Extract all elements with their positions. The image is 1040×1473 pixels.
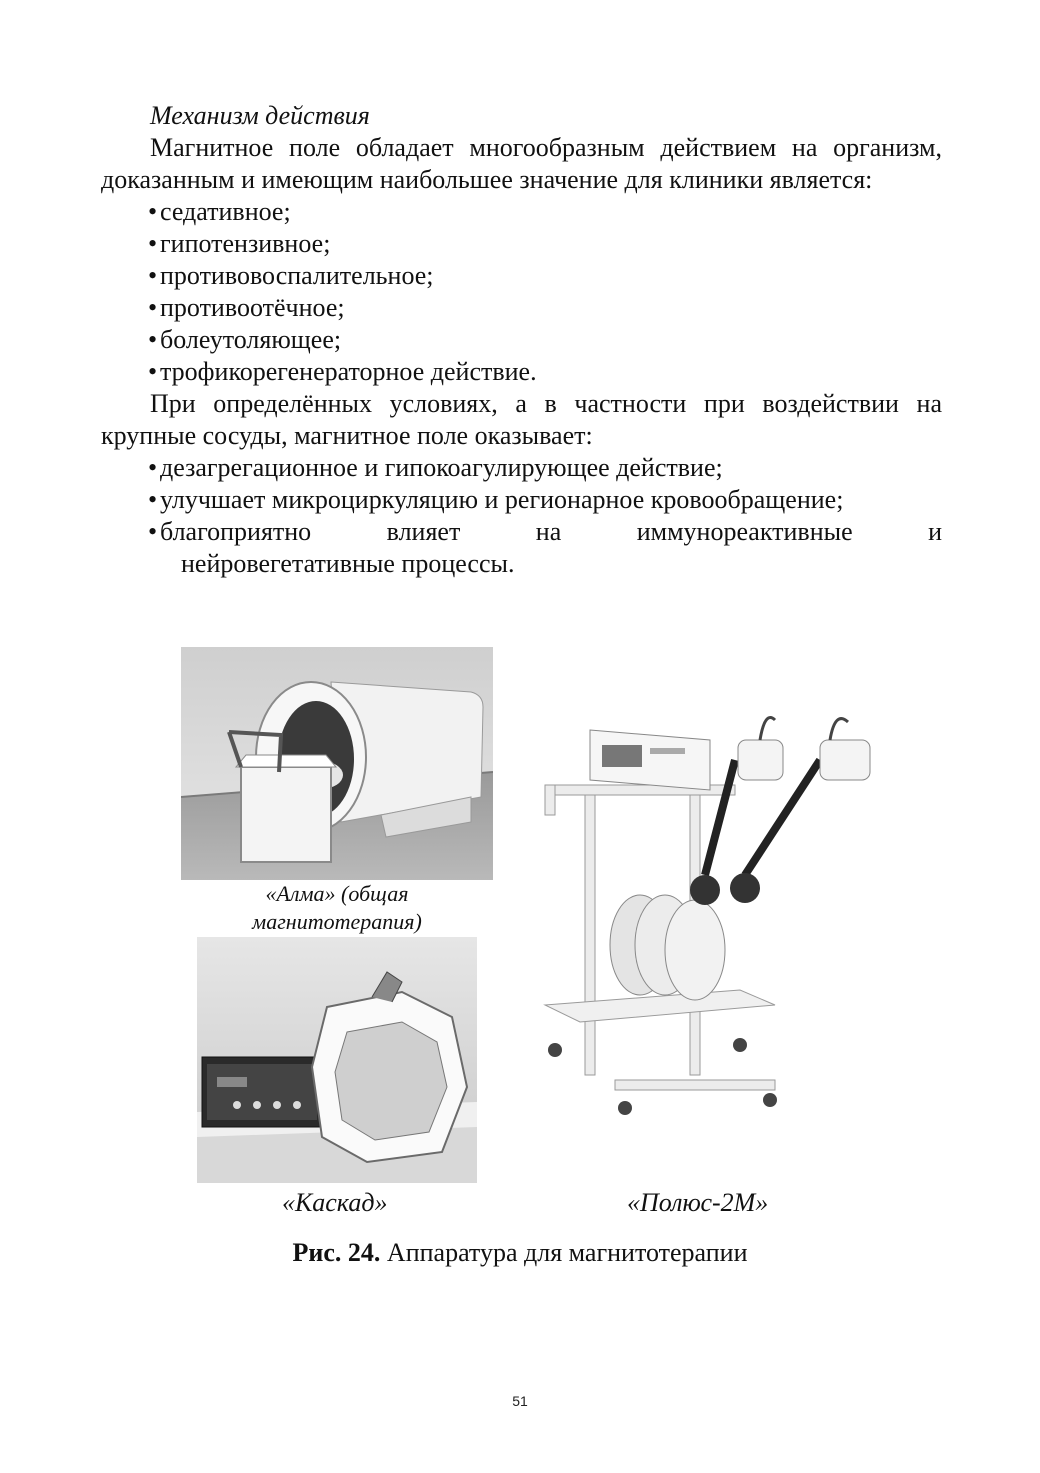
figure-caption-text: Аппаратура для магнитотерапии: [380, 1238, 748, 1267]
intro-paragraph: Магнитное поле обладает многообразным действием на организм, доказанным и имеющим наибольшее значение для клиники является:: [101, 133, 942, 194]
list-item: • благоприятно влияет на иммунореактивные и нейровегетативные процессы.: [148, 517, 942, 578]
alma-photo: [181, 647, 493, 880]
figure-caption: [0, 1237, 1040, 1269]
list-item: • улучшает микроциркуляцию и регионарное кровообращение;: [148, 485, 844, 514]
figure-caption-label: Рис. 24.: [292, 1238, 381, 1267]
effects-list: [101, 196, 942, 388]
list-item: • противовоспалительное;: [148, 261, 434, 290]
list-item: • дезагрегационное и гипокоагулирующее действие;: [148, 453, 723, 482]
kaskad-caption: «Каскад»: [282, 1188, 388, 1217]
list-item: • гипотензивное;: [148, 229, 331, 258]
kaskad-photo: [197, 937, 477, 1183]
alma-caption: «Алма» (общая магнитотерапия): [252, 881, 422, 934]
body-text: [101, 132, 942, 580]
list-item: • болеутоляющее;: [148, 325, 342, 354]
list-item: • трофикорегенераторное действие.: [148, 357, 537, 386]
polus-photo: [530, 700, 890, 1130]
section-heading: Механизм действия: [150, 101, 370, 130]
kaskad-device-icon: [197, 937, 477, 1183]
list-item: • противоотёчное;: [148, 293, 345, 322]
conditional-effects-list: [101, 452, 942, 580]
polus-device-icon: [530, 700, 890, 1130]
conditional-paragraph: При определённых условиях, а в частности при воздействии на крупные сосуды, магнитное поле оказывает:: [101, 389, 942, 450]
page-number: 51: [512, 1393, 528, 1409]
alma-device-icon: [181, 647, 493, 880]
polus-caption: «Полюс-2М»: [627, 1188, 769, 1217]
list-item: • седативное;: [148, 197, 291, 226]
